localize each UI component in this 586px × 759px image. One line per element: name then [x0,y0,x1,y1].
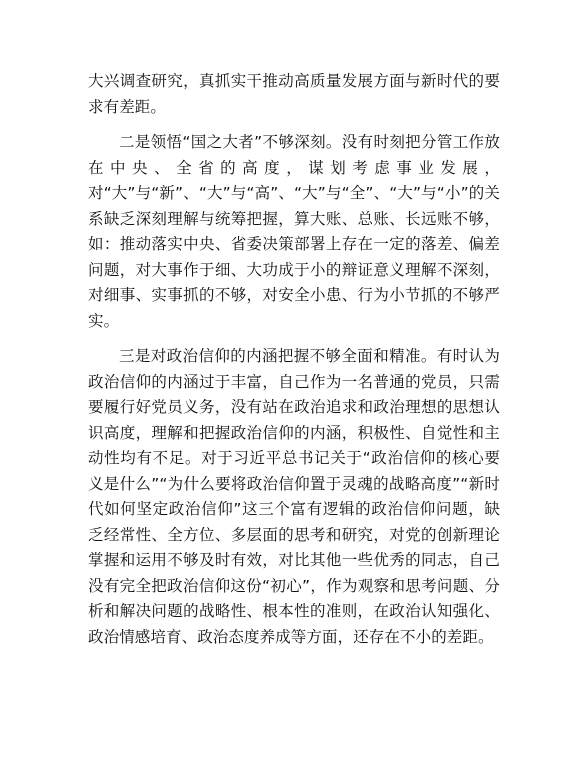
paragraph-continuation: 大兴调查研究，真抓实干推动高质量发展方面与新时代的要求有差距。 [88,72,500,116]
document-body [88,69,500,660]
paragraph-point-two: 二是领悟“国之大者”不够深刻。没有时刻把分管工作放在中央、全省的高度，谋划考虑事业发展，对“大”与“新”、“大”与“高”、“大”与“全”、“大”与“小”的关系缺乏深刻理解与统筹把握，算大账、总账、长远账不够，如：推动落实中央、省委决策部署上存在一定的落差、偏差问题，对大事作于细、大功成于小的辩证意义理解不深刻，对细事、实事抓的不够，对安全小患、行为小节抓的不够严实。 [88,133,500,330]
paragraph-point-three: 三是对政治信仰的内涵把握不够全面和精准。有时认为政治信仰的内涵过于丰富，自己作为一名普通的党员，只需要履行好党员义务，没有站在政治追求和政治理想的思想认识高度，理解和把握政治信仰的内涵，积极性、自觉性和主动性均有不足。对于习近平总书记关于“政治信仰的核心要义是什么”“为什么要将政治信仰置于灵魂的战略高度”“新时代如何坚定政治信仰”这三个富有逻辑的政治信仰问题，缺乏经常性、全方位、多层面的思考和研究，对党的创新理论掌握和运用不够及时有效，对比其他一些优秀的同志，自己没有完全把政治信仰这份“初心”，作为观察和思考问题、分析和解决问题的战略性、根本性的准则，在政治认知强化、政治情感培育、政治态度养成等方面，还存在不小的差距。 [88,347,500,646]
